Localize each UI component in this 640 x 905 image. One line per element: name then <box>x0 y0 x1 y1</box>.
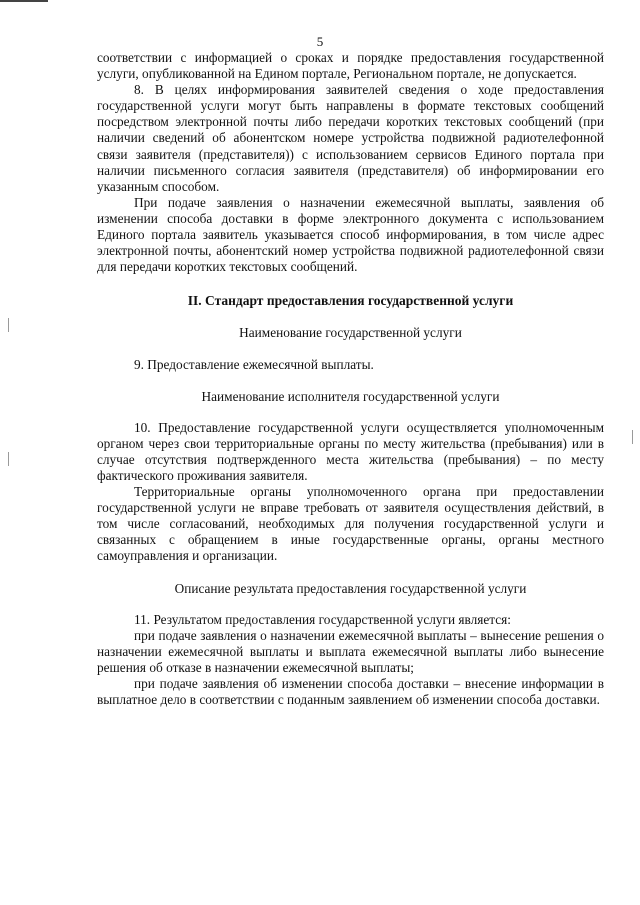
subheading-executor: Наименование исполнителя государственной услуги <box>201 388 500 404</box>
paragraph-11-item-b: при подаче заявления об изменении способа доставки – внесение информации в выплатное дело в соответствии с поданным заявлением об изменении способа доставки. <box>97 676 604 708</box>
paragraph-continuation: соответствии с информацией о сроках и порядке предоставления государственной услуги, опубликованной на Едином портале, Региональном портале, не допускается. <box>97 50 604 82</box>
paragraph-8: 8. В целях информирования заявителей сведения о ходе предоставления государственной услуги могут быть направлены в формате текстовых сообщений посредством электронной почты либо передачи коротких текстовых сообщений (при наличии сведений об абонентском номере устройства подвижной радиотелефонной связи заявителя (представителя)) с использованием сервисов Единого портала при наличии письменного согласия заявителя (представителя) об информировании его указанным способом. <box>97 82 604 194</box>
paragraph-10-territorial: Территориальные органы уполномоченного органа при предоставлении государственной услуги не вправе требовать от заявителя осуществления действий, в том числе согласований, необходимых для получения государственной услуги и связанных с обращением в иные государственные органы, органы местного самоуправления и организации. <box>97 484 604 564</box>
paragraph-11-item-a: при подаче заявления о назначении ежемесячной выплаты – вынесение решения о назначении ежемесячной выплаты и выплата ежемесячной выплаты либо вынесение решения об отказе в назначении ежемесячной выплаты; <box>97 627 604 675</box>
scan-margin-mark <box>8 452 9 466</box>
paragraph-8-addendum: При подаче заявления о назначении ежемесячной выплаты, заявления об изменении способа доставки в форме электронного документа с использованием Единого портала заявитель указывается способ информирования, в том числе адрес электронной почты, абонентский номер устройства подвижной радиотелефонной связи для передачи коротких текстовых сообщений. <box>97 194 604 275</box>
subheading-service-name: Наименование государственной услуги <box>239 325 462 341</box>
paragraph-11: 11. Результатом предоставления государственной услуги является: <box>134 611 511 627</box>
page-number: 5 <box>316 34 324 49</box>
paragraph-10: 10. Предоставление государственной услуги осуществляется уполномоченным органом через свои территориальные органы по месту жительства (пребывания) или в случае отсутствия подтвержденного места жительства (пребывания) – по месту фактического проживания заявителя. <box>97 419 604 483</box>
paragraph-9: 9. Предоставление ежемесячной выплаты. <box>134 356 374 372</box>
scan-artifact-line <box>0 0 48 2</box>
document-body <box>97 50 604 708</box>
scan-margin-mark <box>8 318 9 332</box>
section-title: II. Стандарт предоставления государственной услуги <box>187 293 514 309</box>
subheading-result: Описание результата предоставления государственной услуги <box>174 580 527 596</box>
scan-margin-mark <box>632 430 633 444</box>
